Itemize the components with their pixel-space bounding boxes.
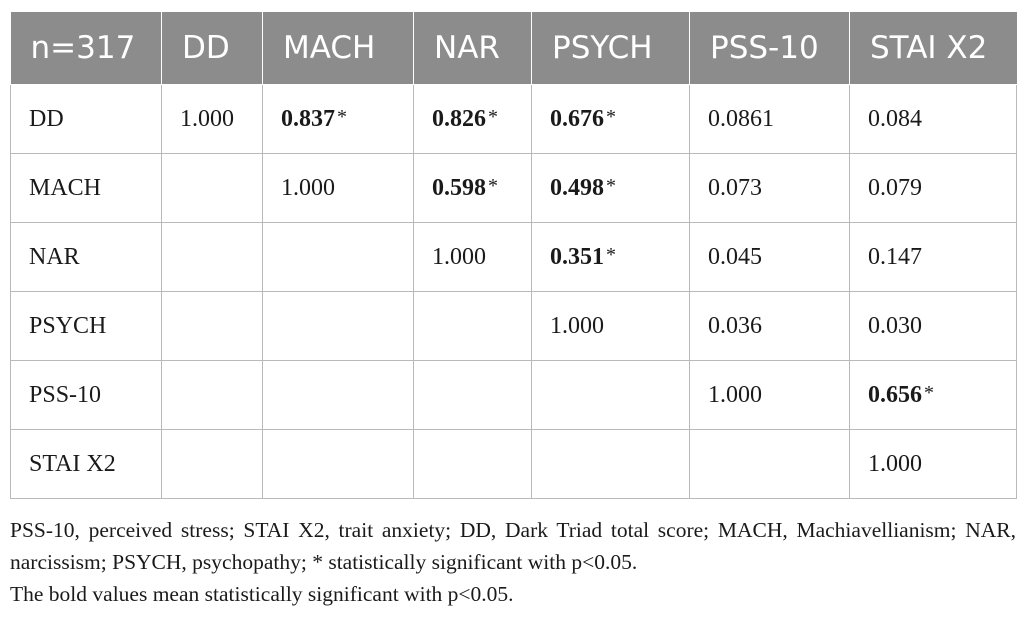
table-cell [690, 154, 850, 223]
row-label: NAR [11, 223, 162, 292]
header-cell-mach: MACH [263, 12, 414, 85]
header-cell-pss-10: PSS-10 [690, 12, 850, 85]
table-cell [162, 85, 263, 154]
significance-marker: * [337, 105, 347, 128]
table-row [11, 430, 1017, 499]
cell-value: 0.147 [868, 243, 922, 270]
cell-value: 0.826 [432, 105, 486, 132]
table-cell [850, 85, 1017, 154]
table-body [11, 85, 1017, 499]
table-cell [263, 361, 414, 430]
table-cell [263, 430, 414, 499]
correlation-table-container [10, 12, 1016, 499]
cell-value: 1.000 [180, 105, 234, 132]
table-cell [850, 361, 1017, 430]
table-row [11, 361, 1017, 430]
table-cell [532, 154, 690, 223]
cell-value: 0.598 [432, 174, 486, 201]
table-cell [162, 361, 263, 430]
table-row [11, 292, 1017, 361]
table-cell [532, 292, 690, 361]
table-cell [263, 292, 414, 361]
table-cell [162, 154, 263, 223]
table-row [11, 154, 1017, 223]
table-cell [690, 85, 850, 154]
table-cell [263, 223, 414, 292]
table-cell [162, 292, 263, 361]
table-cell [532, 223, 690, 292]
row-label: PSYCH [11, 292, 162, 361]
table-cell [162, 223, 263, 292]
row-label: PSS-10 [11, 361, 162, 430]
row-label: DD [11, 85, 162, 154]
cell-value: 1.000 [868, 450, 922, 477]
header-cell-dd: DD [162, 12, 263, 85]
footnote-bold-meaning: The bold values mean statistically significant with p<0.05. [10, 582, 514, 606]
cell-value: 1.000 [281, 174, 335, 201]
cell-value: 1.000 [550, 312, 604, 339]
significance-marker: * [488, 105, 498, 128]
cell-value: 0.084 [868, 105, 922, 132]
table-cell [690, 361, 850, 430]
cell-value: 0.676 [550, 105, 604, 132]
significance-marker: * [488, 174, 498, 197]
table-cell [414, 430, 532, 499]
header-cell-nar: NAR [414, 12, 532, 85]
table-cell [850, 292, 1017, 361]
table-cell [690, 292, 850, 361]
cell-value: 0.079 [868, 174, 922, 201]
cell-value: 0.656 [868, 381, 922, 408]
table-cell [263, 85, 414, 154]
table-cell [532, 430, 690, 499]
table-cell [414, 361, 532, 430]
header-cell-psych: PSYCH [532, 12, 690, 85]
cell-value: 0.045 [708, 243, 762, 270]
correlation-table [10, 12, 1017, 499]
cell-value: 0.837 [281, 105, 335, 132]
table-cell [532, 85, 690, 154]
table-footnotes [10, 514, 1016, 610]
significance-marker: * [924, 381, 934, 404]
cell-value: 1.000 [708, 381, 762, 408]
cell-value: 0.0861 [708, 105, 774, 132]
cell-value: 0.073 [708, 174, 762, 201]
table-cell [414, 85, 532, 154]
header-row [11, 12, 1017, 85]
cell-value: 0.036 [708, 312, 762, 339]
table-cell [850, 430, 1017, 499]
table-cell [690, 223, 850, 292]
table-cell [263, 154, 414, 223]
table-row [11, 85, 1017, 154]
cell-value: 1.000 [432, 243, 486, 270]
table-cell [850, 154, 1017, 223]
significance-marker: * [606, 105, 616, 128]
table-row [11, 223, 1017, 292]
row-label: MACH [11, 154, 162, 223]
table-cell [532, 361, 690, 430]
cell-value: 0.351 [550, 243, 604, 270]
cell-value: 0.498 [550, 174, 604, 201]
table-header [11, 12, 1017, 85]
significance-marker: * [606, 174, 616, 197]
table-cell [414, 223, 532, 292]
table-cell [414, 292, 532, 361]
table-cell [162, 430, 263, 499]
cell-value: 0.030 [868, 312, 922, 339]
row-label: STAI X2 [11, 430, 162, 499]
table-cell [414, 154, 532, 223]
header-cell-stai-x2: STAI X2 [850, 12, 1017, 85]
significance-marker: * [606, 243, 616, 266]
footnote-abbreviations: PSS-10, perceived stress; STAI X2, trait anxiety; DD, Dark Triad total score; MACH, Machiavellianism; NAR, narcissism; PSYCH, psychopathy; * statistically significant with p<0.05. [10, 518, 1016, 574]
table-cell [690, 430, 850, 499]
table-cell [850, 223, 1017, 292]
header-cell-sample-size: n=317 [11, 12, 162, 85]
